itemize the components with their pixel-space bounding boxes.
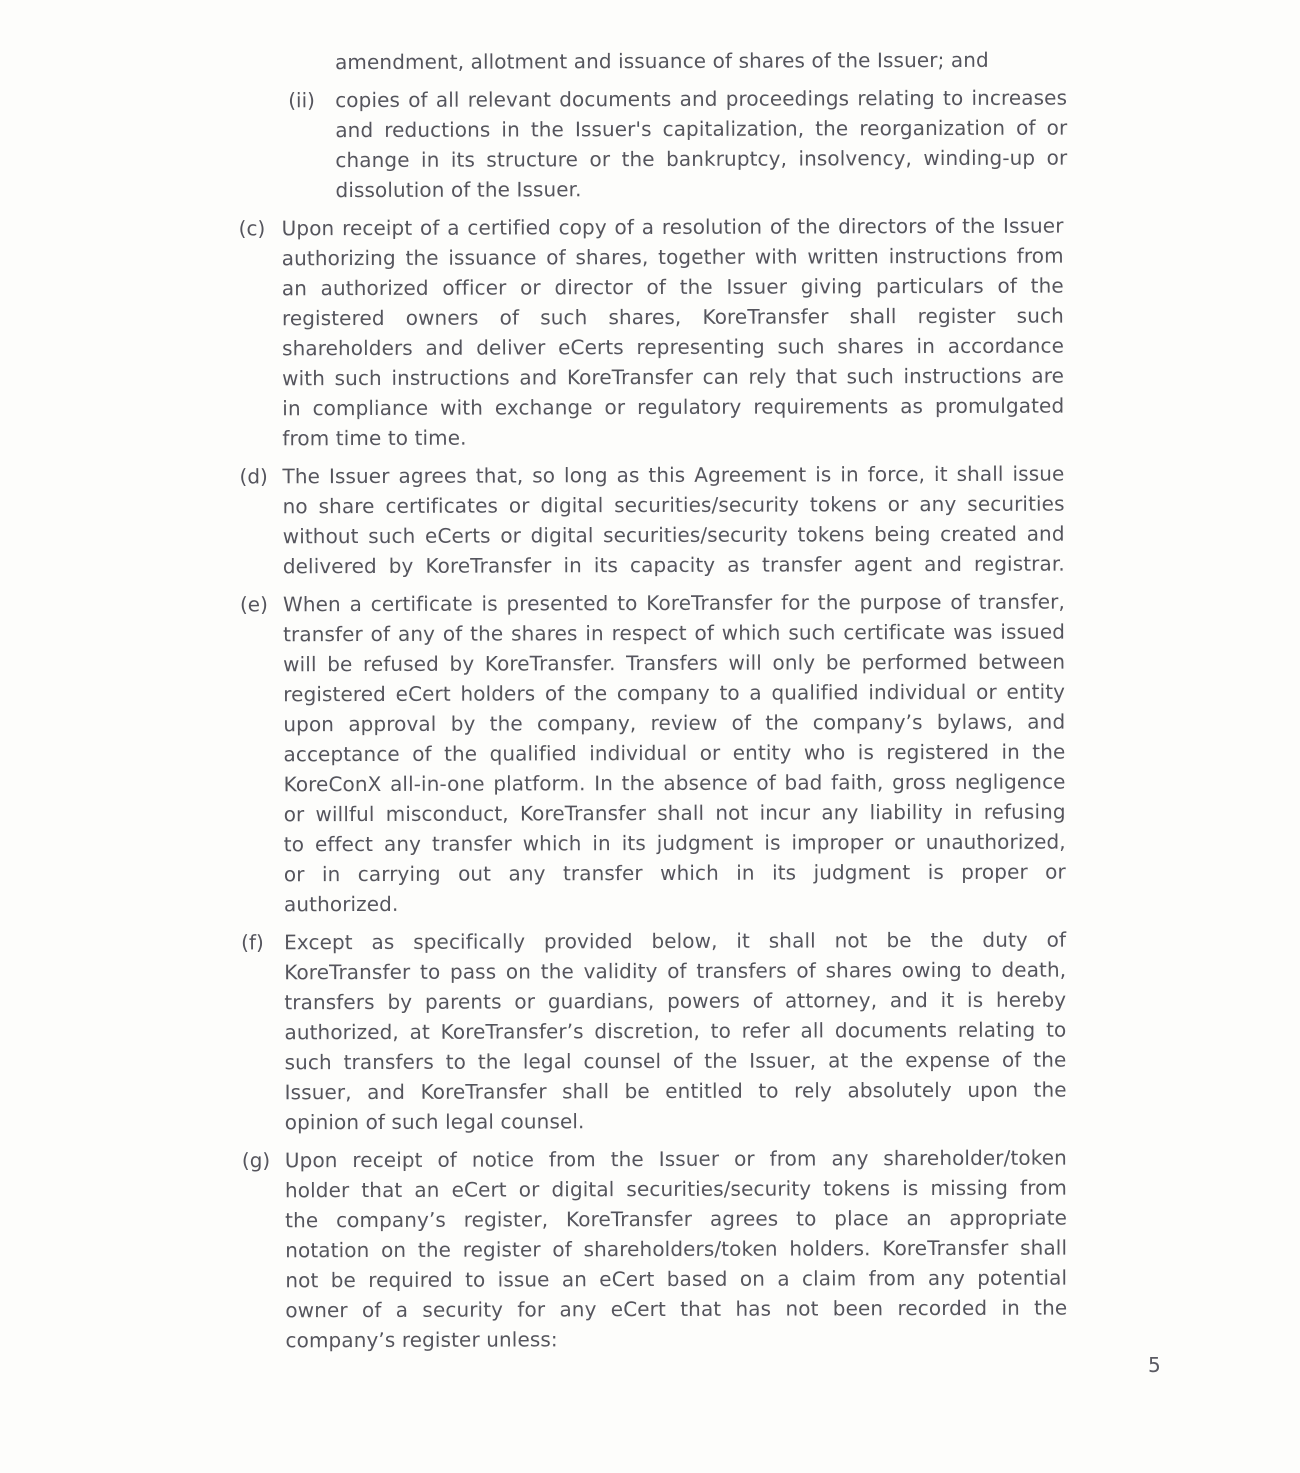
paragraph-body	[282, 459, 1064, 582]
text-line: registered owners of such shares, KoreTransfer shall register such	[281, 303, 1064, 331]
text-line: When a certificate is presented to KoreTransfer for the purpose of transfer,	[282, 589, 1065, 617]
text-line: an authorized officer or director of the Issuer giving particulars of the	[281, 273, 1064, 301]
text-line: without such eCerts or digital securities/security tokens being created and	[282, 521, 1065, 549]
paragraph-body	[284, 925, 1067, 1138]
paragraph-label: (d)	[239, 464, 268, 489]
text-line: Upon receipt of notice from the Issuer or from any shareholder/token	[284, 1145, 1067, 1173]
text-line: Upon receipt of a certified copy of a resolution of the directors of the Issuer	[281, 213, 1064, 241]
text-line: or in carrying out any transfer which in its judgment is proper or	[283, 859, 1066, 887]
paragraph-label	[288, 47, 335, 77]
text-line: opinion of such legal counsel.	[284, 1109, 585, 1135]
paragraph-label: (f)	[241, 930, 264, 955]
text-line: from time to time.	[282, 425, 467, 451]
text-line: transfers by parents or guardians, powers of attorney, and it is hereby	[284, 987, 1067, 1015]
text-line: change in its structure or the bankruptcy, insolvency, winding-up or	[335, 145, 1068, 173]
text-line: not be required to issue an eCert based on a claim from any potential	[285, 1265, 1068, 1293]
text-line: authorized.	[283, 891, 399, 917]
text-line: with such instructions and KoreTransfer can rely that such instructions are	[282, 363, 1065, 391]
text-line: copies of all relevant documents and proceedings relating to increases	[335, 85, 1068, 113]
text-line: holder that an eCert or digital securities/security tokens is missing from	[284, 1175, 1068, 1203]
text-line: Issuer, and KoreTransfer shall be entitled to rely absolutely upon the	[284, 1077, 1067, 1105]
paragraph	[4, 1142, 1300, 1357]
text-line: delivered by KoreTransfer in its capacity as transfer agent and registrar.	[282, 551, 1065, 579]
text-line: acceptance of the qualified individual or entity who is registered in the	[283, 739, 1066, 767]
paragraph	[0, 82, 1300, 207]
paragraph	[1, 458, 1300, 583]
paragraph-body	[335, 83, 1067, 206]
paragraph	[2, 586, 1300, 921]
paragraph-label: (ii)	[288, 88, 315, 113]
paragraph-label: (g)	[241, 1148, 271, 1173]
text-line: shareholders and deliver eCerts representing such shares in accordance	[282, 333, 1065, 361]
text-line: will be refused by KoreTransfer. Transfers will only be performed between	[283, 649, 1066, 677]
paragraph	[0, 44, 1300, 79]
page-content	[0, 44, 1300, 1357]
text-line: the company’s register, KoreTransfer agrees to place an appropriate	[285, 1205, 1068, 1233]
text-line: transfer of any of the shares in respect of which such certificate was issued	[283, 619, 1066, 647]
paragraph-label: (e)	[239, 592, 268, 617]
text-line: in compliance with exchange or regulatory requirements as promulgated	[282, 393, 1065, 421]
text-line: to effect any transfer which in its judgment is improper or unauthorized,	[283, 829, 1066, 857]
text-line: company’s register unless:	[285, 1327, 558, 1353]
text-line: dissolution of the Issuer.	[335, 177, 582, 203]
paragraph-body	[335, 45, 1067, 78]
text-line: The Issuer agrees that, so long as this Agreement is in force, it shall issue	[282, 461, 1065, 489]
paragraph	[3, 924, 1300, 1139]
text-line: amendment, allotment and issuance of shares of the Issuer; and	[335, 47, 989, 75]
paragraph-body	[283, 587, 1066, 920]
paragraph	[1, 210, 1300, 455]
text-line: authorizing the issuance of shares, together with written instructions from	[281, 243, 1064, 271]
text-line: or willful misconduct, KoreTransfer shall not incur any liability in refusing	[283, 799, 1066, 827]
text-line: Except as specifically provided below, it shall not be the duty of	[284, 927, 1067, 955]
page-number: 5	[1148, 1353, 1161, 1377]
text-line: authorized, at KoreTransfer’s discretion, to refer all documents relating to	[284, 1017, 1067, 1045]
paragraph-label: (c)	[238, 216, 266, 241]
text-line: KoreConX all-in-one platform. In the absence of bad faith, gross negligence	[283, 769, 1066, 797]
text-line: upon approval by the company, review of the company’s bylaws, and	[283, 709, 1066, 737]
text-line: owner of a security for any eCert that has not been recorded in the	[285, 1295, 1068, 1323]
text-line: notation on the register of shareholders/token holders. KoreTransfer shall	[285, 1235, 1068, 1263]
text-line: and reductions in the Issuer's capitalization, the reorganization of or	[335, 115, 1068, 143]
text-line: no share certificates or digital securities/security tokens or any securities	[282, 491, 1065, 519]
paragraph-body	[282, 211, 1065, 454]
paragraph-body	[285, 1143, 1068, 1356]
text-line: KoreTransfer to pass on the validity of transfers of shares owing to death,	[284, 957, 1067, 985]
text-line: such transfers to the legal counsel of the Issuer, at the expense of the	[284, 1047, 1067, 1075]
text-line: registered eCert holders of the company to a qualified individual or entity	[283, 679, 1066, 707]
